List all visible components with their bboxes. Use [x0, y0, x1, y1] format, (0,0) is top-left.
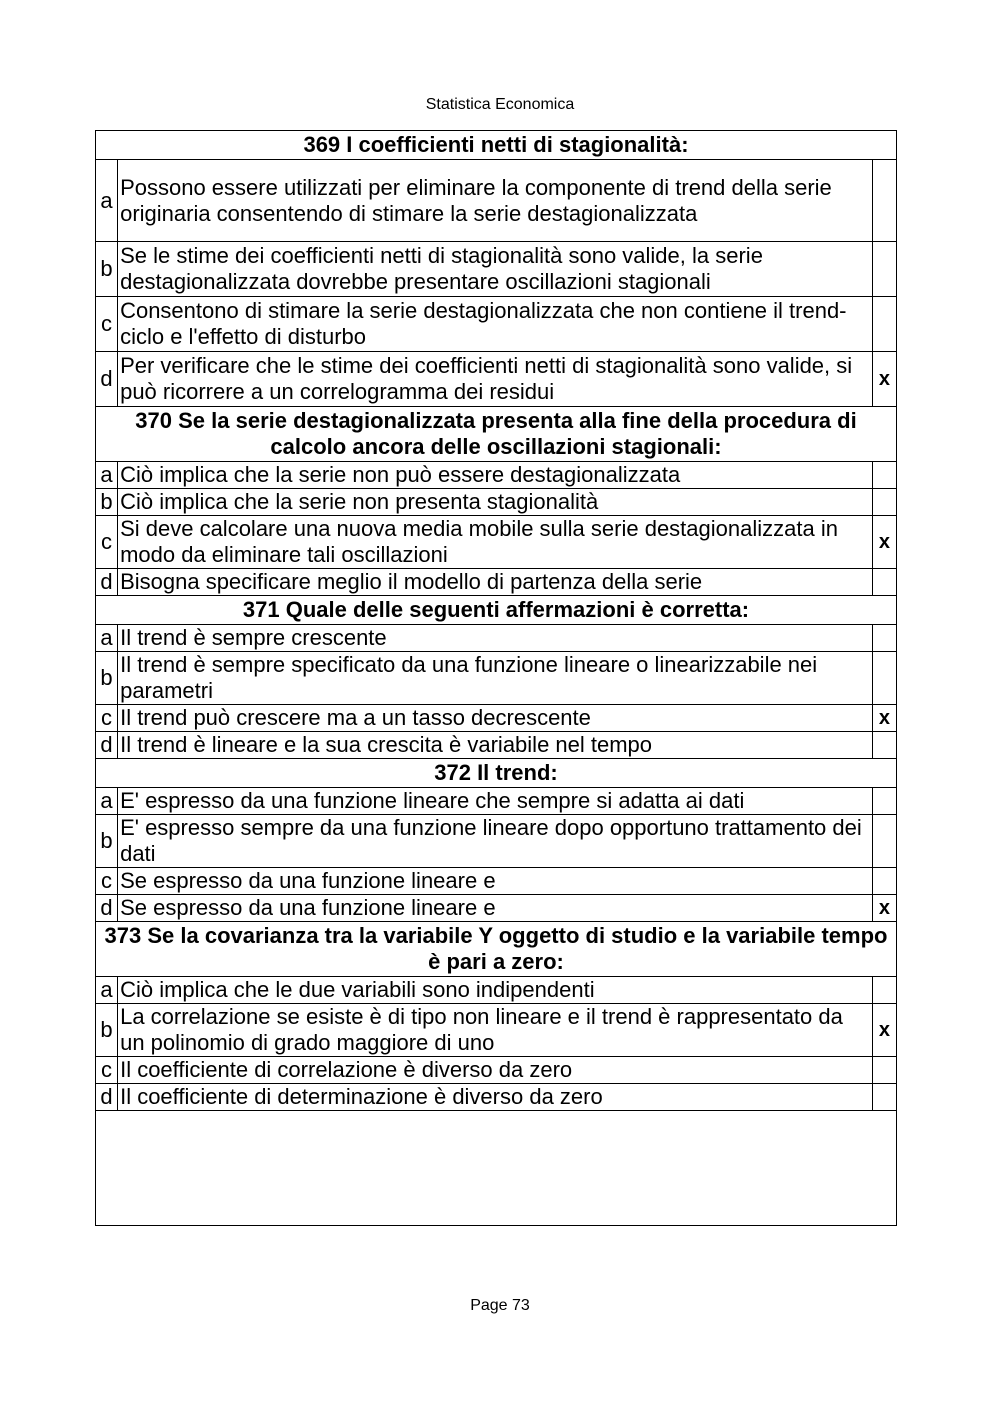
question-title: 370 Se la serie destagionalizzata presenta alla fine della procedura di calcolo ancora delle oscillazioni stagionali: — [96, 407, 897, 462]
answer-mark — [872, 1084, 896, 1111]
answer-mark — [872, 1057, 896, 1084]
option-letter: c — [96, 705, 118, 732]
option-text: E' espresso sempre da una funzione lineare dopo opportuno trattamento dei dati — [118, 815, 873, 868]
option-row — [96, 516, 897, 569]
answer-mark — [872, 462, 896, 489]
option-text: Il trend è lineare e la sua crescita è variabile nel tempo — [118, 732, 873, 759]
answer-mark — [872, 569, 896, 596]
option-row — [96, 242, 897, 297]
question-row — [96, 131, 897, 160]
option-letter: c — [96, 1057, 118, 1084]
option-letter: b — [96, 242, 118, 297]
option-letter: b — [96, 1004, 118, 1057]
option-row — [96, 1004, 897, 1057]
option-row — [96, 868, 897, 895]
empty-area — [96, 1111, 897, 1226]
answer-mark — [872, 625, 896, 652]
option-text: Il coefficiente di determinazione è diverso da zero — [118, 1084, 873, 1111]
question-row — [96, 922, 897, 977]
option-text: Consentono di stimare la serie destagionalizzata che non contiene il trend-ciclo e l'effetto di disturbo — [118, 297, 873, 352]
answer-mark — [872, 815, 896, 868]
option-letter: d — [96, 732, 118, 759]
option-row — [96, 569, 897, 596]
quiz-table — [95, 130, 897, 1226]
option-row — [96, 732, 897, 759]
option-letter: c — [96, 297, 118, 352]
option-row — [96, 462, 897, 489]
option-letter: d — [96, 895, 118, 922]
answer-mark — [872, 977, 896, 1004]
answer-mark — [872, 160, 896, 242]
question-title: 372 Il trend: — [96, 759, 897, 788]
option-row — [96, 977, 897, 1004]
option-letter: c — [96, 516, 118, 569]
option-letter: a — [96, 625, 118, 652]
option-row — [96, 815, 897, 868]
option-row — [96, 625, 897, 652]
option-letter: d — [96, 352, 118, 407]
answer-mark: x — [872, 895, 896, 922]
option-text: Possono essere utilizzati per eliminare la componente di trend della serie originaria consentendo di stimare la serie destagionalizzata — [118, 160, 873, 242]
option-text: La correlazione se esiste è di tipo non lineare e il trend è rappresentato da un polinomio di grado maggiore di uno — [118, 1004, 873, 1057]
answer-mark — [872, 242, 896, 297]
answer-mark — [872, 868, 896, 895]
option-letter: a — [96, 160, 118, 242]
option-row — [96, 297, 897, 352]
question-row — [96, 759, 897, 788]
option-row — [96, 895, 897, 922]
page-number: Page 73 — [470, 1297, 530, 1314]
option-letter: a — [96, 462, 118, 489]
answer-mark: x — [872, 352, 896, 407]
option-row — [96, 705, 897, 732]
option-text: Il trend può crescere ma a un tasso decrescente — [118, 705, 873, 732]
option-row — [96, 352, 897, 407]
answer-mark: x — [872, 705, 896, 732]
option-text: Se espresso da una funzione lineare e — [118, 895, 873, 922]
option-row — [96, 652, 897, 705]
option-text: Per verificare che le stime dei coefficienti netti di stagionalità sono valide, si può ricorrere a un correlogramma dei residui — [118, 352, 873, 407]
answer-mark: x — [872, 1004, 896, 1057]
answer-mark — [872, 652, 896, 705]
option-text: Ciò implica che la serie non presenta stagionalità — [118, 489, 873, 516]
empty-cell — [96, 1111, 897, 1226]
option-letter: a — [96, 977, 118, 1004]
answer-mark — [872, 788, 896, 815]
question-title: 373 Se la covarianza tra la variabile Y oggetto di studio e la variabile tempo è pari a zero: — [96, 922, 897, 977]
option-letter: d — [96, 1084, 118, 1111]
option-text: Ciò implica che la serie non può essere destagionalizzata — [118, 462, 873, 489]
option-letter: a — [96, 788, 118, 815]
option-row — [96, 1057, 897, 1084]
option-text: Il trend è sempre specificato da una funzione lineare o linearizzabile nei parametri — [118, 652, 873, 705]
answer-mark: x — [872, 516, 896, 569]
option-letter: c — [96, 868, 118, 895]
option-row — [96, 489, 897, 516]
option-letter: d — [96, 569, 118, 596]
option-letter: b — [96, 489, 118, 516]
answer-mark — [872, 297, 896, 352]
option-text: Se le stime dei coefficienti netti di stagionalità sono valide, la serie destagionalizzata dovrebbe presentare oscillazioni stagionali — [118, 242, 873, 297]
option-letter: b — [96, 815, 118, 868]
option-row — [96, 788, 897, 815]
option-text: Si deve calcolare una nuova media mobile sulla serie destagionalizzata in modo da eliminare tali oscillazioni — [118, 516, 873, 569]
option-row — [96, 1084, 897, 1111]
question-row — [96, 596, 897, 625]
answer-mark — [872, 489, 896, 516]
option-text: Ciò implica che le due variabili sono indipendenti — [118, 977, 873, 1004]
answer-mark — [872, 732, 896, 759]
option-text: Se espresso da una funzione lineare e — [118, 868, 873, 895]
option-text: Bisogna specificare meglio il modello di partenza della serie — [118, 569, 873, 596]
question-title: 369 I coefficienti netti di stagionalità: — [96, 131, 897, 160]
option-text: Il coefficiente di correlazione è diverso da zero — [118, 1057, 873, 1084]
question-row — [96, 407, 897, 462]
option-text: E' espresso da una funzione lineare che sempre si adatta ai dati — [118, 788, 873, 815]
question-title: 371 Quale delle seguenti affermazioni è corretta: — [96, 596, 897, 625]
option-letter: b — [96, 652, 118, 705]
page-header: Statistica Economica — [425, 96, 575, 113]
option-text: Il trend è sempre crescente — [118, 625, 873, 652]
option-row — [96, 160, 897, 242]
